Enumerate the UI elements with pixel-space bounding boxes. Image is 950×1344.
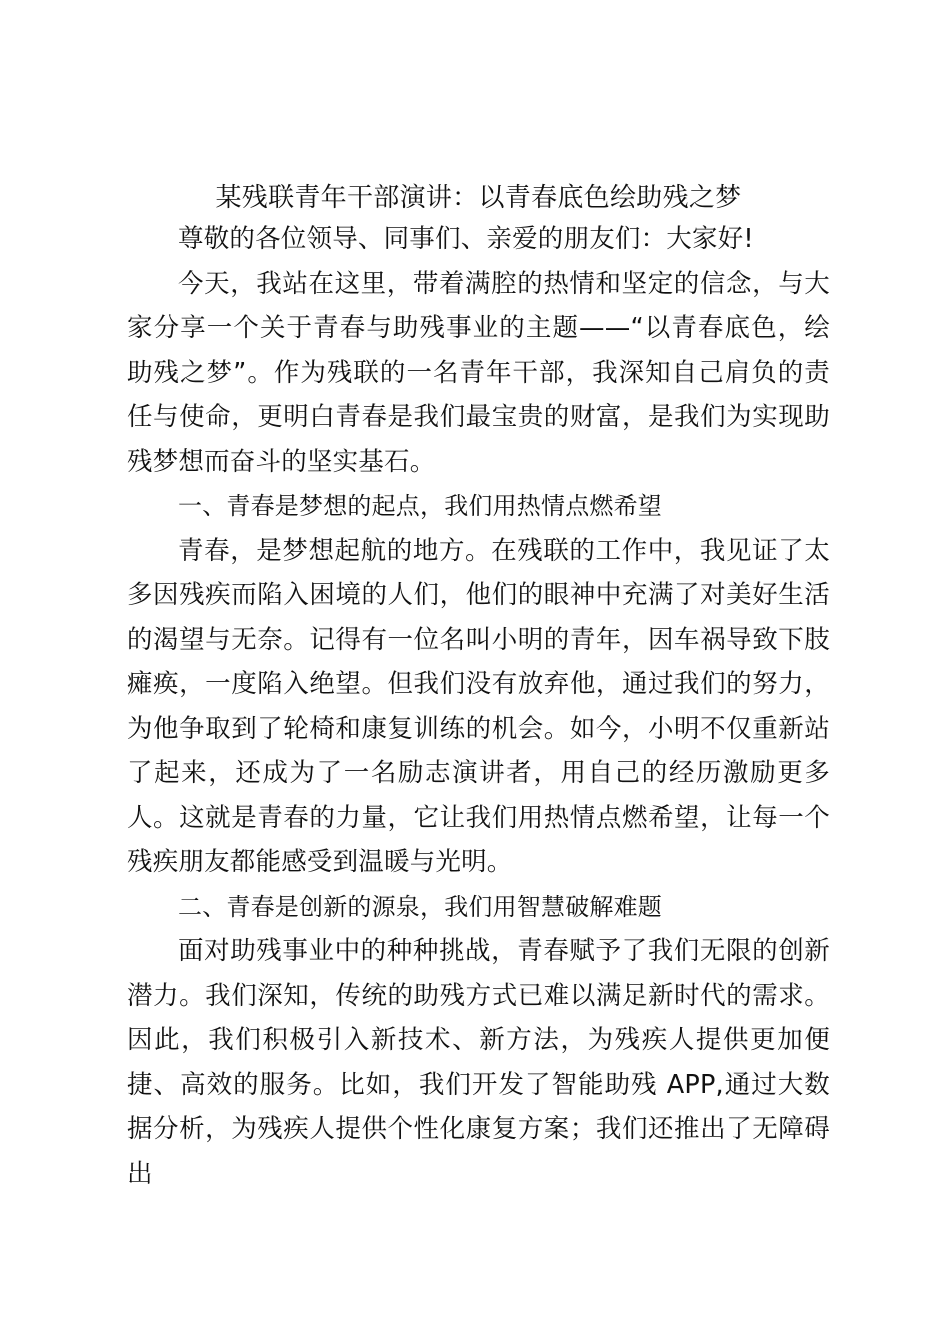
section-1-paragraph: 青春，是梦想起航的地方。在残联的工作中，我见证了太多因残疾而陷入困境的人们，他们的眼神中充满了对美好生活的渴望与无奈。记得有一位名叫小明的青年，因车祸导致下肢瘫痪，一度陷入绝望。但我们没有放弃他，通过我们的努力，为他争取到了轮椅和康复训练的机会。如今，小明不仅重新站了起来，还成为了一名励志演讲者，用自己的经历激励更多人。这就是青春的力量，它让我们用热情点燃希望，让每一个残疾朋友都能感受到温暖与光明。 xyxy=(127,535,830,877)
section-1-heading: 一、青春是梦想的起点，我们用热情点燃希望 xyxy=(178,492,662,520)
document-title: 某残联青年干部演讲：以青春底色绘助残之梦 xyxy=(215,183,742,213)
intro-paragraph: 今天，我站在这里，带着满腔的热情和坚定的信念，与大家分享一个关于青春与助残事业的主题——“以青春底色，绘助残之梦”。作为残联的一名青年干部，我深知自己肩负的责任与使命，更明白青春是我们最宝贵的财富，是我们为实现助残梦想而奋斗的坚实基石。 xyxy=(127,268,830,477)
greeting-paragraph: 尊敬的各位领导、同事们、亲爱的朋友们：大家好! xyxy=(178,224,754,254)
section-2-paragraph: 面对助残事业中的种种挑战，青春赋予了我们无限的创新潜力。我们深知，传统的助残方式已难以满足新时代的需求。因此，我们积极引入新技术、新方法，为残疾人提供更加便捷、高效的服务。比如，我们开发了智能助残 APP,通过大数据分析，为残疾人提供个性化康复方案；我们还推出了无障碍出 xyxy=(127,936,830,1189)
section-2-heading: 二、青春是创新的源泉，我们用智慧破解难题 xyxy=(178,892,662,921)
document-body xyxy=(127,170,830,1196)
